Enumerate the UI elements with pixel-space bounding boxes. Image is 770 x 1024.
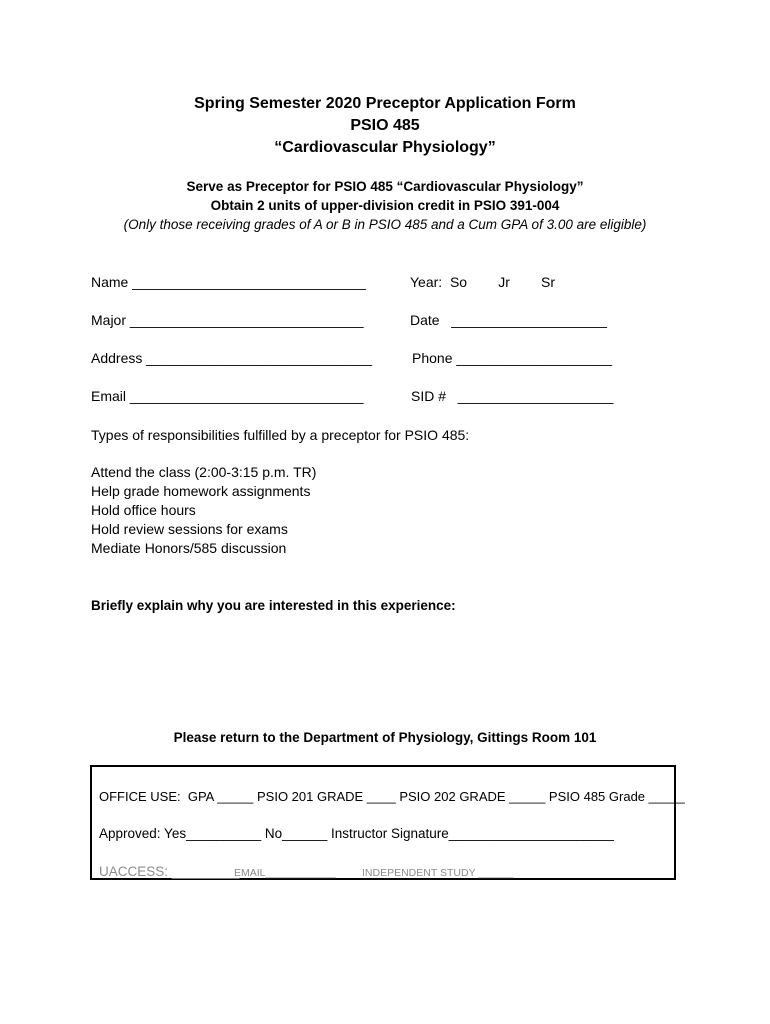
approval-line[interactable]: Approved: Yes__________ No______ Instructor Signature______________________ [99,826,614,841]
responsibility-item: Hold review sessions for exams [91,521,288,537]
email-field[interactable]: Email ______________________________ [91,388,364,404]
independent-study-field[interactable]: INDEPENDENT STUDY ______ [362,867,514,879]
year-field[interactable]: Year: So Jr Sr [410,274,555,290]
explain-prompt: Briefly explain why you are interested in this experience: [91,598,456,613]
office-use-box [90,765,685,880]
major-field[interactable]: Major ______________________________ [91,312,364,328]
name-field[interactable]: Name ______________________________ [91,274,366,290]
responsibilities-heading: Types of responsibilities fulfilled by a preceptor for PSIO 485: [91,427,470,443]
sid-field[interactable]: SID # ____________________ [411,388,614,404]
eligibility-note: (Only those receiving grades of A or B in PSIO 485 and a Cum GPA of 3.00 are eligible) [123,217,647,232]
responsibility-item: Attend the class (2:00-3:15 p.m. TR) [91,464,317,480]
responsibility-item: Help grade homework assignments [91,483,311,499]
form-title: Spring Semester 2020 Preceptor Application Form [194,95,576,112]
office-use-grades[interactable]: OFFICE USE: GPA _____ PSIO 201 GRADE ____ PSIO 202 GRADE _____ PSIO 485 Grade _____ [99,789,685,804]
responsibility-item: Hold office hours [91,502,196,518]
credit-line: Obtain 2 units of upper-division credit in PSIO 391-004 [210,198,560,213]
address-field[interactable]: Address _____________________________ [91,350,373,366]
phone-field[interactable]: Phone ____________________ [412,350,613,366]
course-code: PSIO 485 [350,117,420,134]
uaccess-field[interactable]: UACCESS: _________ [99,864,240,879]
responsibility-item: Mediate Honors/585 discussion [91,540,287,556]
return-note: Please return to the Department of Physiology, Gittings Room 101 [173,730,597,745]
preceptor-line: Serve as Preceptor for PSIO 485 “Cardiovascular Physiology” [186,179,584,194]
course-name: “Cardiovascular Physiology” [274,139,496,156]
office-email-field[interactable]: EMAIL____________ [234,867,336,879]
date-field[interactable]: Date ____________________ [410,312,607,328]
